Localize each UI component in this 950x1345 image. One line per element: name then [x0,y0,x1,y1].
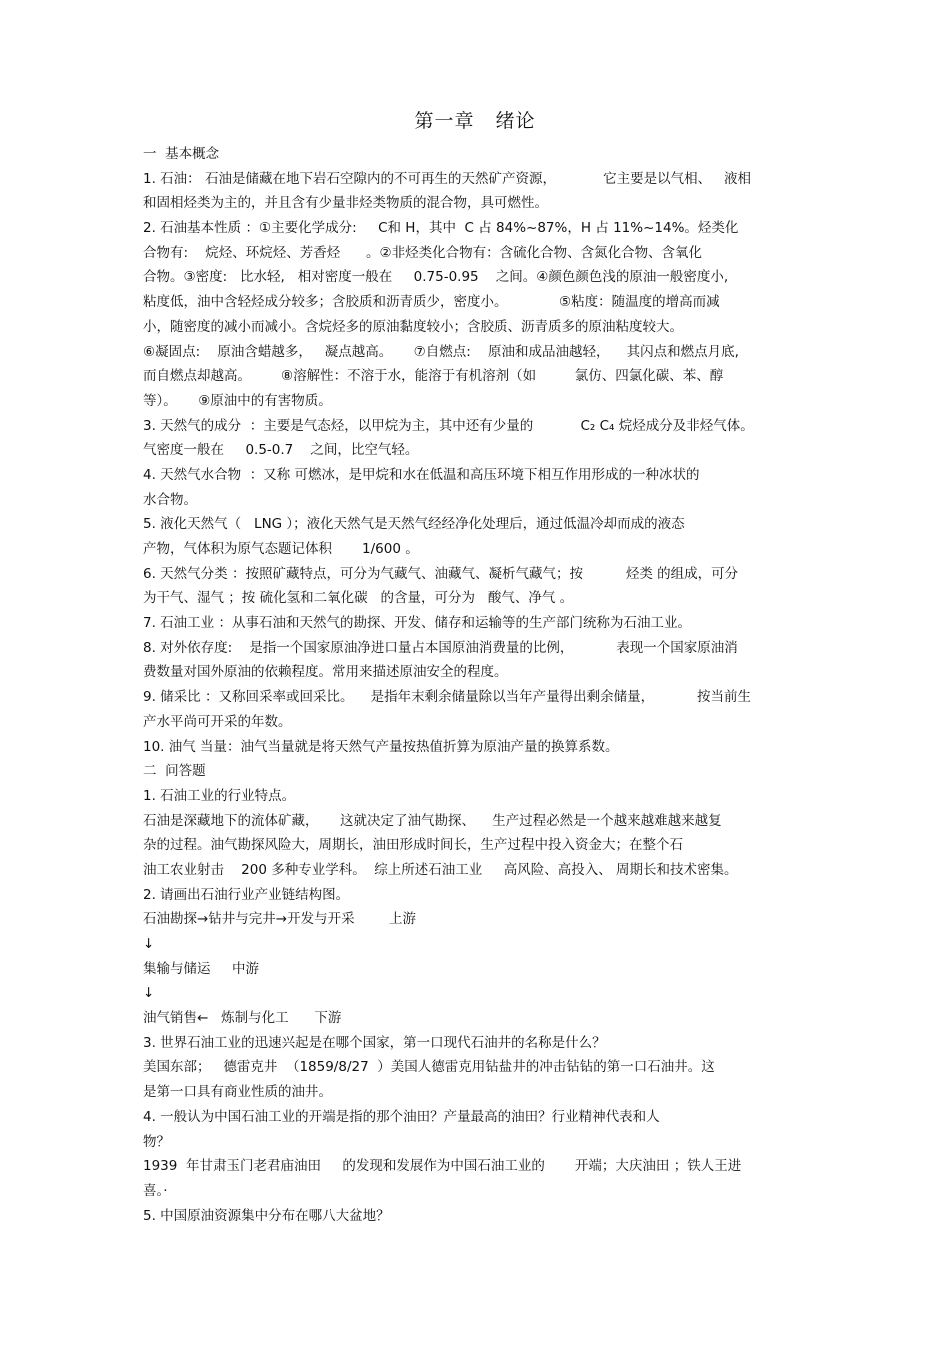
text-line: 7. 石油工业 ：从事石油和天然气的勘探、开发、储存和运输等的生产部门统称为石油工业。 [143,615,691,632]
text-line: 6. 天然气分类 ：按照矿藏特点，可分为气藏气、油藏气、凝析气藏气；按 烃类 的组成，可分 [143,565,739,582]
text-line: 3. 天然气的成分 ：主要是气态烃，以甲烷为主，其中还有少量的 C₂ C₄ 烷烃成分及非烃气体。 [143,417,754,434]
text-line: 物？ [143,1133,170,1150]
text-line: 3. 世界石油工业的迅速兴起是在哪个国家，第一口现代石油井的名称是什么？ [143,1034,606,1051]
text-line: 合物有: 烷烃、环烷烃、芳香烃 。②非烃类化合物有：含硫化合物、含氮化合物、含氧化 [143,244,703,261]
text-line: 1939 年甘肃玉门老君庙油田 的发现和发展作为中国石油工业的 开端；大庆油田 ；铁人王进 [143,1158,742,1175]
text-line: 合物。③密度: 比水轻, 相对密度一般在 0.75-0.95 之间。④颜色颜色浅的原油一般密度小, [143,269,729,286]
text-line: 4. 一般认为中国石油工业的开端是指的那个油田？产量最高的油田？行业精神代表和人 [143,1108,660,1125]
text-line: ↓ [143,936,155,952]
chapter-title: 第一章 绪论 [414,110,536,132]
text-line: 2. 石油基本性质 ：①主要化学成分: C和 H，其中 C 占 84%~87%，H 占 11%~14%。烃类化 [143,220,739,237]
document-body [143,142,808,1228]
text-line: 5. 液化天然气（ LNG ）；液化天然气是天然气经经净化处理后，通过低温冷却而成的液态 [143,516,685,533]
text-line: 一 基本概念 [143,146,220,162]
text-line: 产物，气体积为原气态题记体积 1/600 。 [143,541,419,557]
text-line: 石油勘探→钻井与完井→开发与开采 上游 [143,911,416,928]
text-line: 8. 对外依存度: 是指一个国家原油净进口量占本国原油消费量的比例， 表现一个国家原油消 [143,639,738,656]
text-line: 为干气、湿气 ；按 硫化氢和二氧化碳 的含量，可分为 酸气、净气 。 [143,590,574,607]
text-line: 和固相烃类为主的，并且含有少量非烃类物质的混合物，具可燃性。 [143,195,548,212]
text-line: 石油是深藏地下的流体矿藏， 这就决定了油气勘探、 生产过程必然是一个越来越难越来越复 [143,812,722,829]
text-line: 集输与储运 中游 [143,960,259,977]
text-line: 油工农业射击 200 多种专业学科。 综上所述石油工业 高风险、高投入、 周期长和技术密集。 [143,861,738,878]
text-line: 产水平尚可开采的年数。 [143,713,292,730]
text-line: 水合物。 [143,491,197,508]
text-line: ↓ [143,985,155,1002]
text-line: 油气销售← 炼制与化工 下游 [143,1010,342,1027]
text-line: 二 问答题 [143,763,206,780]
text-line: 气密度一般在 0.5-0.7 之间，比空气轻。 [143,442,419,459]
text-line: 10. 油气 当量：油气当量就是将天然气产量按热值折算为原油产量的换算系数。 [143,738,619,755]
text-line: 粘度低，油中含轻烃成分较多；含胶质和沥青质少，密度小。 ⑤粘度：随温度的增高而减 [143,294,720,311]
text-line: 美国东部； 德雷克井 （1859/8/27 ）美国人德雷克用钻盐井的冲击钻钻的第一口石油井。这 [143,1059,715,1076]
text-line: 5. 中国原油资源集中分布在哪八大盆地？ [143,1207,390,1224]
text-line: 4. 天然气水合物 ：又称 可燃冰，是甲烷和水在低温和高压环境下相互作用形成的一种冰状的 [143,466,700,483]
text-line: 1. 石油： 石油是储藏在地下岩石空隙内的不可再生的天然矿产资源， 它主要是以气相、 液相 [143,170,752,187]
text-line: 是第一口具有商业性质的油井。 [143,1084,332,1101]
text-line: 9. 储采比 ：又称回采率或回采比。 是指年末剩余储量除以当年产量得出剩余储量， 按当前生 [143,689,752,706]
text-line: 杂的过程。油气勘探风险大，周期长，油田形成时间长，生产过程中投入资金大；在整个石 [143,837,683,854]
text-line: 等）。 ⑨原油中的有害物质。 [143,392,332,409]
text-line: 喜。· [143,1182,168,1199]
text-line: 而自燃点却越高。 ⑧溶解性：不溶于水，能溶于有机溶剂（如 氯仿、四氯化碳、苯、醇 [143,368,724,385]
text-line: 小，随密度的减小而减小。含烷烃多的原油黏度较小；含胶质、沥青质多的原油粘度较大。 [143,318,683,335]
text-line: 费数量对国外原油的依赖程度。常用来描述原油安全的程度。 [143,664,508,681]
text-line: 1. 石油工业的行业特点。 [143,787,296,804]
text-line: ⑥凝固点: 原油含蜡越多， 凝点越高。 ⑦自燃点: 原油和成品油越轻， 其闪点和燃点月底, [143,343,739,360]
text-line: 2. 请画出石油行业产业链结构图。 [143,886,350,903]
